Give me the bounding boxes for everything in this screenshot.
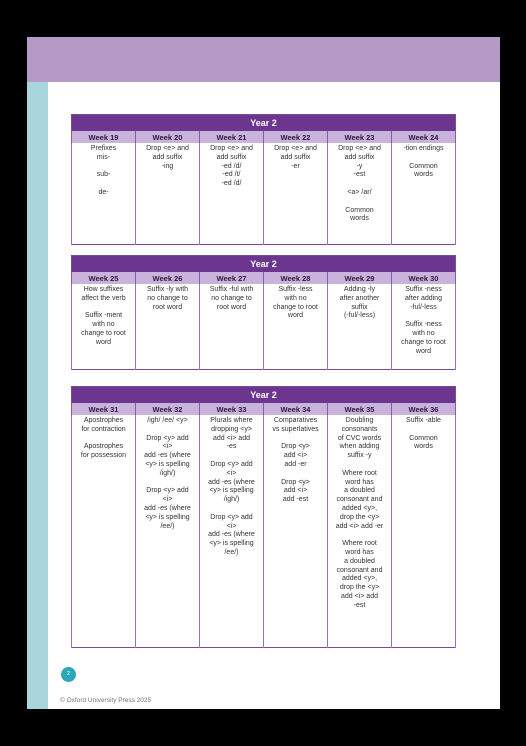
cell-line: /ee/) (224, 548, 239, 556)
cell-line: Drop <e> and (274, 145, 317, 152)
cell-line: add suffix (152, 153, 183, 161)
page-number-badge: 2 (61, 667, 76, 682)
week-heading: Week 21 (200, 131, 264, 143)
cell-line: -es (226, 443, 237, 451)
cell-line: add -es (where (208, 531, 255, 539)
cell-line: added <y>, (341, 575, 378, 583)
cell-line: <y> is spelling (209, 540, 254, 548)
curriculum-table (71, 255, 456, 370)
cell-line: -tion endings (403, 145, 444, 152)
cell-line: suffix -y (347, 452, 372, 460)
cell-line: add <i> (283, 487, 308, 495)
cell-line: add -est (282, 496, 309, 504)
cell-line: a doubled (344, 487, 375, 495)
cell-line: word (415, 347, 432, 355)
cell-line: <i> (226, 522, 237, 530)
cell-line (330, 180, 389, 189)
cell-line: -est (353, 601, 366, 609)
week-heading: Week 32 (136, 403, 200, 415)
curriculum-table (71, 386, 456, 648)
cell-line: How suffixes (83, 286, 124, 293)
week-content-cell (392, 143, 456, 244)
cell-line: suffix (351, 303, 368, 311)
cell-line: Drop <y> add (146, 434, 189, 442)
week-content-cell (200, 143, 264, 244)
cell-line (138, 426, 197, 435)
week-content-cell (72, 284, 136, 369)
cell-line: /igh/ /ee/ <y> (147, 417, 188, 424)
cell-line: Drop <e> and (338, 145, 381, 152)
week-content-cell (392, 284, 456, 369)
header-band (27, 37, 500, 82)
cell-line (74, 304, 133, 313)
cell-line: with no (412, 329, 435, 337)
cell-line: Adding -ly (343, 286, 376, 293)
cell-line (394, 154, 453, 163)
cell-line: add -es (where (208, 478, 255, 486)
cell-line: add <i> (283, 452, 308, 460)
week-content-cell (200, 284, 264, 369)
cell-line (330, 198, 389, 207)
week-content-cell (328, 143, 392, 244)
cell-line: of CVC words (337, 434, 382, 442)
cell-line: -er (291, 162, 300, 170)
cell-line: de- (98, 188, 109, 196)
cell-line (266, 435, 325, 444)
cell-line: sub- (96, 171, 111, 179)
document-page (27, 37, 500, 709)
cell-line: for possession (80, 452, 127, 460)
cell-line: Drop <y> add (146, 487, 189, 495)
cell-line: change to root (273, 303, 318, 311)
cell-line (74, 163, 133, 172)
year-heading: Year 2 (72, 115, 456, 132)
cell-line: Comparatives (273, 417, 318, 424)
week-content-cell (264, 143, 328, 244)
cell-line: word (95, 338, 112, 346)
week-heading: Week 24 (392, 131, 456, 143)
cell-line: Prefixes (90, 145, 117, 152)
cell-line: consonant and (336, 566, 383, 574)
cell-line: with no (284, 294, 307, 302)
cell-line: Where root (342, 540, 377, 548)
cell-line: Apostrophes (83, 417, 124, 424)
cell-line: Drop <y> (281, 443, 310, 451)
curriculum-table (71, 114, 456, 245)
cell-line: <i> (162, 496, 173, 504)
cell-line: add suffix (280, 153, 311, 161)
cell-line: Common (409, 162, 438, 170)
cell-line: /ee/) (160, 522, 175, 530)
cell-line: Apostrophes (83, 443, 124, 451)
cell-line: add <i> add (213, 434, 250, 442)
cell-line: Plurals where (210, 417, 253, 424)
week-heading: Week 36 (392, 403, 456, 415)
cell-line: affect the verb (81, 294, 126, 302)
cell-line (202, 452, 261, 461)
week-heading: Week 33 (200, 403, 264, 415)
cell-line: -ing (161, 162, 174, 170)
cell-line: add <i> add -er (335, 522, 384, 530)
cell-line: change to root (81, 329, 126, 337)
cell-line: -ed /t/ (222, 171, 241, 179)
week-content-cell (328, 284, 392, 369)
cell-line: Drop <e> and (146, 145, 189, 152)
week-heading: Week 35 (328, 403, 392, 415)
cell-line (266, 470, 325, 479)
cell-line: <y> is spelling (145, 513, 190, 521)
cell-line: /igh/) (159, 469, 176, 477)
cell-line: consonant and (336, 496, 383, 504)
week-heading: Week 34 (264, 403, 328, 415)
week-content-cell (136, 415, 200, 647)
cell-line: for contraction (81, 425, 126, 433)
cell-line: after adding (405, 294, 442, 302)
cell-line: dropping <y> (211, 425, 252, 433)
cell-line: a doubled (344, 557, 375, 565)
cell-line: root word (216, 303, 247, 311)
cell-line: add -es (where (144, 452, 191, 460)
cell-line: -ful/-less (410, 303, 437, 311)
cell-line: Suffix -ful with (209, 286, 254, 293)
cell-line: drop the <y> (339, 584, 380, 592)
year-heading: Year 2 (72, 387, 456, 404)
cell-line (74, 180, 133, 189)
cell-line: <i> (226, 469, 237, 477)
cell-line: Suffix -ly with (146, 286, 189, 293)
cell-line: with no (92, 321, 115, 329)
year-heading: Year 2 (72, 256, 456, 273)
cell-line: -est (353, 171, 366, 179)
cell-line: Common (345, 206, 374, 214)
cell-line: Where root (342, 469, 377, 477)
cell-line: after another (339, 294, 380, 302)
cell-line (394, 312, 453, 321)
week-heading: Week 25 (72, 272, 136, 284)
cell-line: add -es (where (144, 504, 191, 512)
cell-line (74, 435, 133, 444)
cell-line: no change to (211, 294, 252, 302)
cell-line (330, 461, 389, 470)
cell-line: vs superlatives (272, 425, 319, 433)
cell-line: Suffix -ment (84, 312, 123, 320)
week-content-cell (136, 143, 200, 244)
cell-line: <y> is spelling (209, 487, 254, 495)
copyright-notice: © Oxford University Press 2025 (60, 697, 152, 704)
cell-line: when adding (339, 443, 380, 451)
week-heading: Week 23 (328, 131, 392, 143)
cell-line: -ed /d/ (221, 180, 242, 188)
cell-line: consonants (341, 425, 378, 433)
week-heading: Week 20 (136, 131, 200, 143)
cell-line: Suffix -able (406, 417, 441, 424)
cell-line: change to root (401, 338, 446, 346)
cell-line: no change to (147, 294, 188, 302)
cell-line: add -er (284, 460, 307, 468)
cell-line: Common (409, 434, 438, 442)
week-heading: Week 29 (328, 272, 392, 284)
cell-line (202, 505, 261, 514)
cell-line: Drop <y> add (210, 513, 253, 521)
week-heading: Week 30 (392, 272, 456, 284)
week-heading: Week 22 (264, 131, 328, 143)
week-content-cell (392, 415, 456, 647)
week-content-cell (264, 284, 328, 369)
cell-line: Drop <e> and (210, 145, 253, 152)
week-content-cell (200, 415, 264, 647)
cell-line: Suffix -ness (405, 286, 442, 293)
cell-line: add <i> add (341, 592, 378, 600)
week-content-cell (328, 415, 392, 647)
cell-line: (-ful/-less) (343, 312, 376, 320)
cell-line: Suffix -less (278, 286, 313, 293)
side-strip (27, 82, 48, 709)
cell-line: words (350, 215, 369, 223)
cell-line (394, 426, 453, 435)
cell-line: word (287, 312, 304, 320)
cell-line: Drop <y> add (210, 460, 253, 468)
cell-line: added <y>, (341, 504, 378, 512)
cell-line (138, 479, 197, 488)
cell-line: <i> (162, 443, 173, 451)
week-heading: Week 27 (200, 272, 264, 284)
cell-line: drop the <y> (339, 513, 380, 521)
week-heading: Week 31 (72, 403, 136, 415)
week-heading: Week 26 (136, 272, 200, 284)
cell-line: /igh/) (223, 496, 240, 504)
cell-line: Drop <y> (281, 478, 310, 486)
week-content-cell (136, 284, 200, 369)
cell-line: root word (152, 303, 183, 311)
cell-line: mis- (96, 153, 111, 161)
week-content-cell (72, 415, 136, 647)
cell-line: add suffix (344, 153, 375, 161)
cell-line: words (414, 171, 433, 179)
cell-line: -y (356, 162, 363, 170)
cell-line: <a> /ar/ (347, 188, 372, 196)
cell-line: Suffix -ness (405, 321, 442, 329)
week-content-cell (264, 415, 328, 647)
cell-line: words (414, 443, 433, 451)
cell-line: <y> is spelling (145, 460, 190, 468)
cell-line: word has (345, 478, 374, 486)
cell-line: add suffix (216, 153, 247, 161)
cell-line: word has (345, 548, 374, 556)
week-heading: Week 28 (264, 272, 328, 284)
week-content-cell (72, 143, 136, 244)
cell-line (330, 531, 389, 540)
cell-line: -ed /d/ (221, 162, 242, 170)
cell-line: Doubling (345, 417, 374, 424)
week-heading: Week 19 (72, 131, 136, 143)
